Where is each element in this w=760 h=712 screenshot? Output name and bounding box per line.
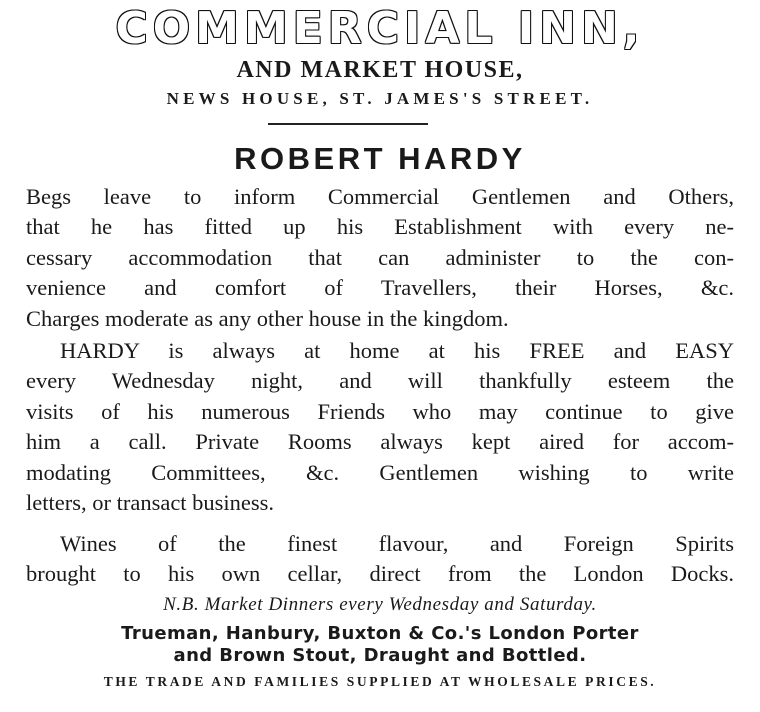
text-line: modating Committees, &c. Gentlemen wishing to write: [26, 459, 734, 485]
divider-rule: [268, 123, 428, 125]
text-line: him a call. Private Rooms always kept aired for accom-: [26, 429, 734, 455]
inn-address: NEWS HOUSE, ST. JAMES'S STREET.: [166, 89, 594, 108]
paragraph-free-and-easy: [26, 336, 734, 518]
wholesale-notice: THE TRADE AND FAMILIES SUPPLIED AT WHOLESALE PRICES.: [103, 674, 657, 689]
text-line: every Wednesday night, and will thankfully esteem the: [26, 368, 734, 394]
text-line: letters, or transact business.: [26, 489, 275, 515]
text-line: Begs leave to inform Commercial Gentlemen and Others,: [26, 184, 734, 209]
text-line: brought to his own cellar, direct from the London Docks.: [26, 561, 734, 587]
paragraph-services: [26, 182, 734, 334]
text-line: that he has fitted up his Establishment with every ne-: [26, 214, 734, 240]
proprietor-name: ROBERT HARDY: [234, 141, 526, 176]
text-line: venience and comfort of Travellers, their Horses, &c.: [26, 275, 734, 301]
text-line: HARDY is always at home at his FREE and EASY: [60, 338, 734, 363]
paragraph-wines: [26, 529, 734, 590]
porter-line: Trueman, Hanbury, Buxton & Co.'s London Porter: [121, 623, 639, 644]
text-line: Charges moderate as any other house in the kingdom.: [26, 305, 509, 331]
text-line: cessary accommodation that can administer to the con-: [26, 244, 734, 270]
inn-subtitle: AND MARKET HOUSE,: [236, 57, 524, 83]
inn-title: COMMERCIAL INN,: [115, 3, 645, 54]
text-line: Wines of the finest flavour, and Foreign Spirits: [60, 531, 734, 556]
porter-line: and Brown Stout, Draught and Bottled.: [173, 645, 587, 666]
market-dinners-note: N.B. Market Dinners every Wednesday and Saturday.: [163, 594, 597, 615]
porter-notice: [0, 623, 760, 667]
text-line: visits of his numerous Friends who may continue to give: [26, 398, 734, 424]
